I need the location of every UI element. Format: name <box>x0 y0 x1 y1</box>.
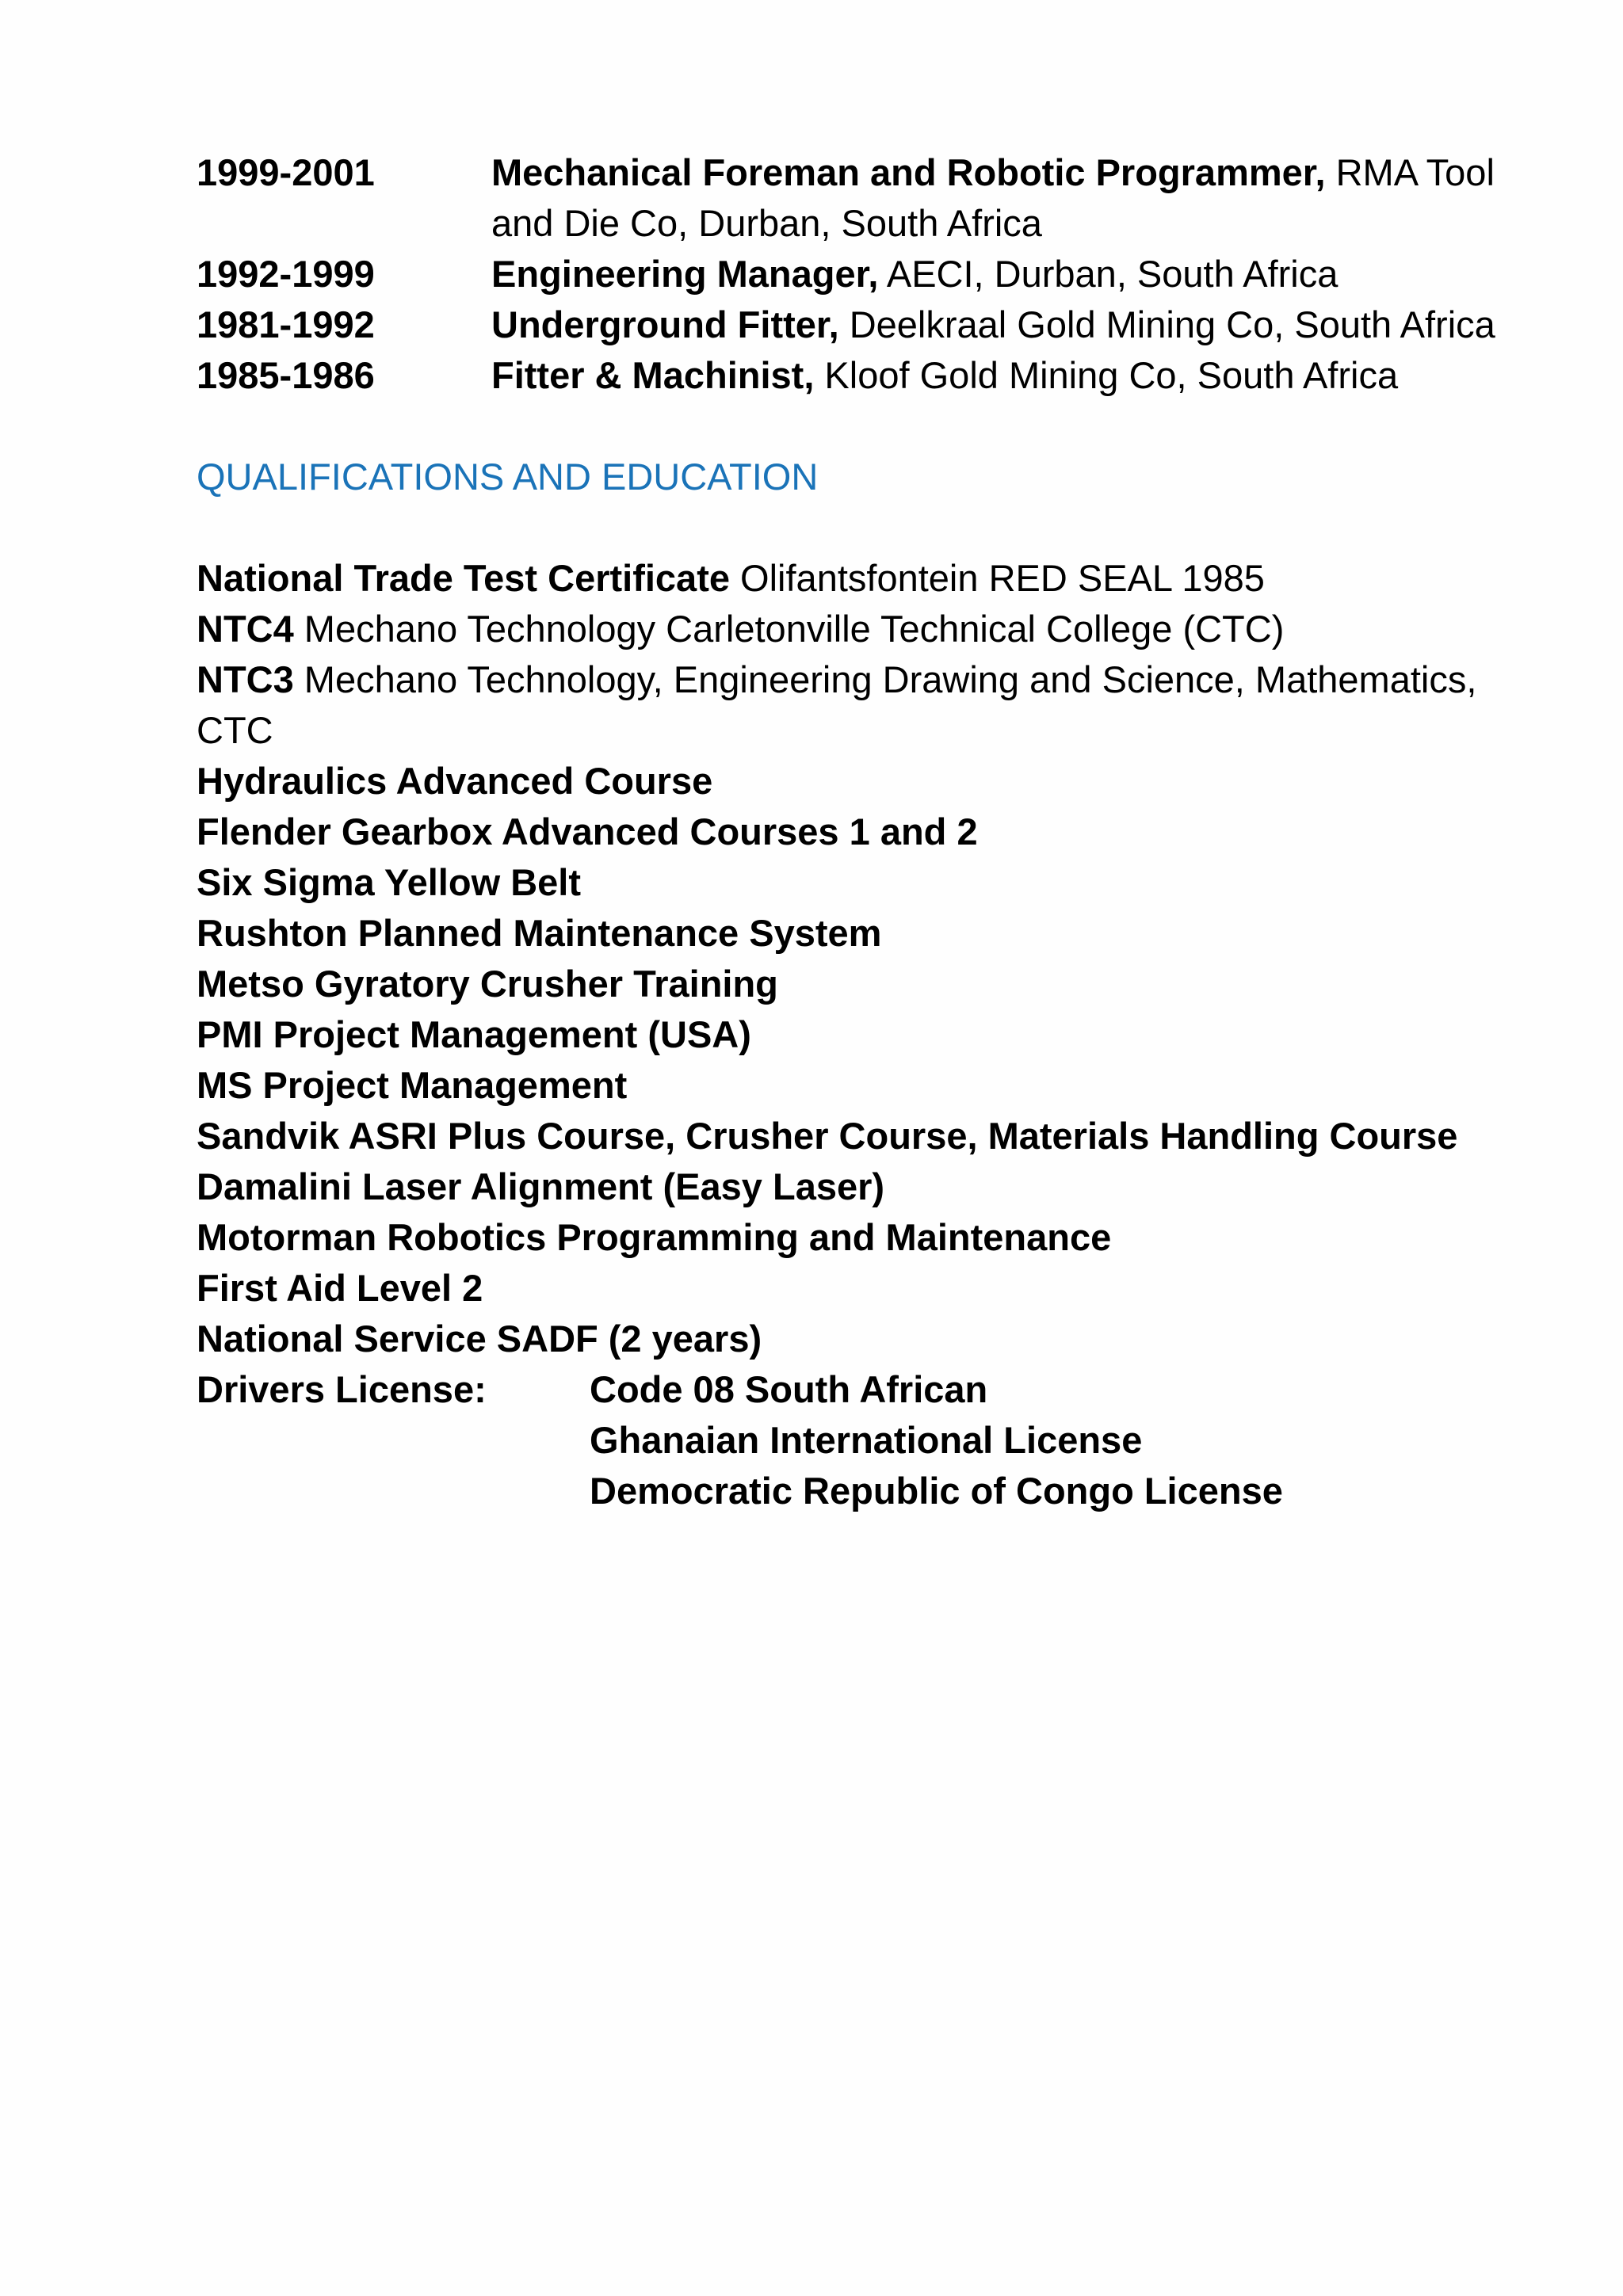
qualification-name: National Service SADF (2 years) <box>197 1318 762 1360</box>
qualification-name: Sandvik ASRI Plus Course, Crusher Course, Materials Handling Course <box>197 1115 1458 1157</box>
qualification-item <box>197 1314 1536 1364</box>
qualification-item <box>197 1060 1536 1111</box>
qualification-name: Rushton Planned Maintenance System <box>197 912 882 954</box>
drivers-license-value: Democratic Republic of Congo License <box>590 1470 1283 1512</box>
drivers-license-values <box>590 1364 1536 1516</box>
employment-years: 1985-1986 <box>197 354 375 396</box>
employment-entry <box>197 249 1536 299</box>
qualification-name: First Aid Level 2 <box>197 1267 483 1309</box>
employment-title: Fitter & Machinist, <box>491 354 815 396</box>
qualification-name: National Trade Test Certificate <box>197 557 730 599</box>
qualification-item <box>197 1161 1536 1212</box>
qualification-item <box>197 1212 1536 1263</box>
qualification-name: Flender Gearbox Advanced Courses 1 and 2 <box>197 810 978 852</box>
employment-years: 1992-1999 <box>197 253 375 295</box>
employment-title: Engineering Manager, <box>491 253 879 295</box>
drivers-license-value: Ghanaian International License <box>590 1419 1143 1461</box>
qualification-item <box>197 553 1536 604</box>
document-content <box>197 147 1536 1516</box>
qualifications-heading: QUALIFICATIONS AND EDUCATION <box>197 456 819 498</box>
qualification-detail: Mechano Technology, Engineering Drawing and Science, Mathematics, CTC <box>197 658 1477 751</box>
qualification-name: NTC4 <box>197 608 294 650</box>
employment-detail: RMA Tool and Die Co, Durban, South Africa <box>491 151 1495 244</box>
employment-years: 1999-2001 <box>197 151 375 193</box>
qualification-item <box>197 959 1536 1009</box>
qualification-item <box>197 756 1536 807</box>
employment-title: Mechanical Foreman and Robotic Programmer, <box>491 151 1326 193</box>
employment-description <box>491 350 1536 401</box>
employment-description <box>491 249 1536 299</box>
qualification-item <box>197 908 1536 959</box>
qualifications-list <box>197 553 1536 1516</box>
qualification-detail: Mechano Technology Carletonville Technical College (CTC) <box>293 608 1285 650</box>
qualification-name: Hydraulics Advanced Course <box>197 760 713 802</box>
drivers-license <box>197 1364 1536 1516</box>
qualification-item <box>197 1009 1536 1060</box>
qualification-name: MS Project Management <box>197 1064 628 1106</box>
employment-entry <box>197 350 1536 401</box>
drivers-license-value: Code 08 South African <box>590 1368 988 1410</box>
qualification-name: Motorman Robotics Programming and Maintenance <box>197 1216 1112 1258</box>
employment-title: Underground Fitter, <box>491 303 839 345</box>
employment-history <box>197 147 1536 401</box>
employment-description <box>491 299 1536 350</box>
qualification-detail: Olifantsfontein RED SEAL 1985 <box>730 557 1265 599</box>
employment-entry <box>197 147 1536 249</box>
qualification-name: Six Sigma Yellow Belt <box>197 861 581 903</box>
qualification-item <box>197 807 1536 857</box>
qualification-name: Damalini Laser Alignment (Easy Laser) <box>197 1165 885 1207</box>
employment-years: 1981-1992 <box>197 303 375 345</box>
employment-detail: Deelkraal Gold Mining Co, South Africa <box>838 303 1495 345</box>
employment-entry <box>197 299 1536 350</box>
qualification-name: NTC3 <box>197 658 294 700</box>
qualification-name: PMI Project Management (USA) <box>197 1013 751 1055</box>
drivers-license-label: Drivers License: <box>197 1368 487 1410</box>
qualification-item <box>197 604 1536 654</box>
qualification-item <box>197 1111 1536 1161</box>
qualification-item <box>197 654 1536 756</box>
qualification-item <box>197 1263 1536 1314</box>
employment-description <box>491 147 1536 249</box>
employment-detail: AECI, Durban, South Africa <box>878 253 1338 295</box>
qualification-name: Metso Gyratory Crusher Training <box>197 963 778 1005</box>
employment-detail: Kloof Gold Mining Co, South Africa <box>814 354 1399 396</box>
qualification-item <box>197 857 1536 908</box>
